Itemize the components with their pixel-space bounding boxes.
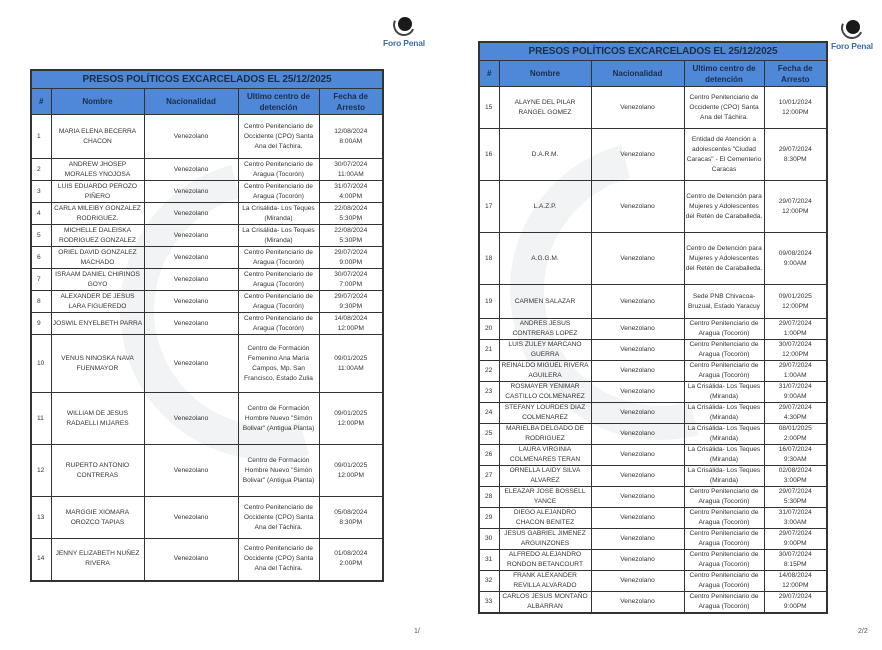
nationality: Venezolano xyxy=(591,129,684,181)
arrest-date xyxy=(319,247,383,269)
prisoner-name: REINALDO MIGUEL RIVERA AGUILERA xyxy=(499,361,591,382)
detention-center: Centro de Formación Femenino Ana María Campos, Mp. San Francisco, Estado Zulia xyxy=(238,335,319,393)
arrest-date-value: 14/08/2024 xyxy=(778,572,812,579)
table-row xyxy=(479,529,827,550)
table-row xyxy=(479,181,827,233)
detention-center: Centro Penitenciario de Aragua (Tocorón) xyxy=(238,291,319,313)
arrest-date xyxy=(764,466,827,487)
arrest-date-value: 31/07/2024 xyxy=(778,509,812,516)
arrest-date xyxy=(319,539,383,581)
arrest-date-value: 31/07/2024 xyxy=(334,182,368,190)
arrest-time-value: 12:00PM xyxy=(337,471,364,479)
foro-penal-logo-icon xyxy=(841,17,863,39)
prisoner-name: MARIA ELENA BECERRA CHACON xyxy=(51,115,144,159)
prisoner-name: ORIEL DAVID GONZALEZ MACHADO xyxy=(51,247,144,269)
nationality: Venezolano xyxy=(591,285,684,319)
table-row xyxy=(479,340,827,361)
table-row xyxy=(479,285,827,319)
arrest-time-value: 12:00PM xyxy=(782,302,809,310)
arrest-date xyxy=(764,361,827,382)
table-row xyxy=(31,181,383,203)
table-row xyxy=(479,445,827,466)
arrest-time-value: 1:00PM xyxy=(783,330,807,337)
detention-center: La Crisálida- Los Teques (Miranda) xyxy=(684,424,764,445)
arrest-date-value: 29/07/2024 xyxy=(778,488,812,495)
logo-text: Foro Penal xyxy=(831,41,873,51)
arrest-date xyxy=(764,592,827,614)
detention-center: Centro de Formación Hombre Nuevo "Simón Bolivar" (Antigua Planta) xyxy=(238,445,319,497)
foro-penal-logo-icon xyxy=(393,14,415,36)
arrest-date-value: 09/01/2025 xyxy=(334,409,368,417)
prisoner-name: CARLOS JESUS MONTAÑO ALBARRAN xyxy=(499,592,591,614)
nationality: Venezolano xyxy=(591,466,684,487)
row-number: 22 xyxy=(479,361,499,382)
row-number: 1 xyxy=(31,115,51,159)
arrest-date xyxy=(764,445,827,466)
row-number: 26 xyxy=(479,445,499,466)
arrest-date xyxy=(764,508,827,529)
row-number: 28 xyxy=(479,487,499,508)
arrest-date-value: 31/07/2024 xyxy=(778,383,812,390)
prisoner-name: STEFANY LOURDES DIAZ COLMENAREZ xyxy=(499,403,591,424)
arrest-date-value: 30/07/2024 xyxy=(778,551,812,558)
table-row xyxy=(479,361,827,382)
prisoner-name: ALAYNE DEL PILAR RANGEL GOMEZ xyxy=(499,87,591,129)
nationality: Venezolano xyxy=(591,592,684,614)
arrest-date xyxy=(764,233,827,285)
arrest-date xyxy=(319,445,383,497)
page-number: 2/2 xyxy=(858,628,868,635)
arrest-date-value: 29/07/2024 xyxy=(778,197,812,205)
prisoner-name: ISRAAM DANIEL CHIRINOS GOYO xyxy=(51,269,144,291)
document-page-2 xyxy=(450,0,873,650)
row-number: 30 xyxy=(479,529,499,550)
prisoners-table xyxy=(478,41,828,614)
column-header-centro: Ultimo centro de detención xyxy=(238,89,319,115)
row-number: 17 xyxy=(479,181,499,233)
arrest-date-value: 22/08/2024 xyxy=(334,226,368,234)
row-number: 31 xyxy=(479,550,499,571)
arrest-date xyxy=(764,129,827,181)
nationality: Venezolano xyxy=(144,335,238,393)
table-row xyxy=(31,115,383,159)
arrest-time-value: 4:00PM xyxy=(339,192,363,200)
table-row xyxy=(479,424,827,445)
detention-center: La Crisálida- Los Teques (Miranda) xyxy=(684,445,764,466)
table-title: PRESOS POLÍTICOS EXCARCELADOS EL 25/12/2025 xyxy=(479,42,827,61)
arrest-date-value: 29/07/2024 xyxy=(778,145,812,153)
table-row xyxy=(31,335,383,393)
arrest-time-value: 5:30PM xyxy=(783,498,807,505)
row-number: 27 xyxy=(479,466,499,487)
prisoner-name: RUPERTO ANTONIO CONTRERAS xyxy=(51,445,144,497)
row-number: 33 xyxy=(479,592,499,614)
arrest-time-value: 11:00AM xyxy=(337,364,364,372)
arrest-time-value: 12:00PM xyxy=(782,351,809,358)
arrest-time-value: 12:00PM xyxy=(782,582,809,589)
detention-center: Entidad de Atención a adolescentes "Ciudad Caracas" - El Cementerio Caracas xyxy=(684,129,764,181)
arrest-date xyxy=(319,335,383,393)
arrest-date xyxy=(764,319,827,340)
detention-center: Centro Penitenciario de Aragua (Tocorón) xyxy=(684,592,764,614)
arrest-date-value: 14/08/2024 xyxy=(334,314,368,322)
arrest-time-value: 9:00PM xyxy=(783,603,807,610)
arrest-date-value: 29/07/2024 xyxy=(778,362,812,369)
arrest-time-value: 8:30PM xyxy=(783,155,807,163)
table-row xyxy=(479,233,827,285)
nationality: Venezolano xyxy=(591,508,684,529)
arrest-time-value: 8:30PM xyxy=(339,518,363,526)
nationality: Venezolano xyxy=(591,340,684,361)
row-number: 25 xyxy=(479,424,499,445)
prisoner-name: L.A.Z.P. xyxy=(499,181,591,233)
prisoner-name: JOSWIL ENYELBETH PARRA xyxy=(51,313,144,335)
nationality: Venezolano xyxy=(144,445,238,497)
row-number: 20 xyxy=(479,319,499,340)
nationality: Venezolano xyxy=(144,115,238,159)
prisoner-name: ANDREW JHOSEP MORALES YNOJOSA xyxy=(51,159,144,181)
table-row xyxy=(479,466,827,487)
arrest-date-value: 09/01/2025 xyxy=(334,461,368,469)
arrest-date xyxy=(319,115,383,159)
table-row xyxy=(479,550,827,571)
arrest-date-value: 29/07/2024 xyxy=(778,404,812,411)
table-row xyxy=(479,403,827,424)
table-row xyxy=(31,203,383,225)
arrest-time-value: 5:30PM xyxy=(339,236,363,244)
arrest-date xyxy=(764,529,827,550)
row-number: 8 xyxy=(31,291,51,313)
arrest-time-value: 2:00PM xyxy=(783,435,807,442)
row-number: 11 xyxy=(31,393,51,445)
arrest-time-value: 9:00PM xyxy=(339,258,363,266)
nationality: Venezolano xyxy=(144,393,238,445)
prisoner-name: LAURA VIRGINIA COLMENARES TERAN xyxy=(499,445,591,466)
row-number: 21 xyxy=(479,340,499,361)
arrest-date-value: 09/08/2024 xyxy=(778,249,812,257)
row-number: 6 xyxy=(31,247,51,269)
nationality: Venezolano xyxy=(144,291,238,313)
table-row xyxy=(31,497,383,539)
arrest-time-value: 1:00AM xyxy=(783,372,807,379)
arrest-date xyxy=(764,87,827,129)
detention-center: Centro de Detención para Mujeres y Adolescentes del Retén de Caraballeda. xyxy=(684,233,764,285)
arrest-date xyxy=(764,181,827,233)
detention-center: Sede PNB Chivacoa- Bruzual, Estado Yaracuy xyxy=(684,285,764,319)
detention-center: Centro Penitenciario de Aragua (Tocorón) xyxy=(684,529,764,550)
arrest-date xyxy=(319,269,383,291)
table-row xyxy=(479,487,827,508)
arrest-time-value: 4:30PM xyxy=(783,414,807,421)
detention-center: Centro Penitenciario de Occidente (CPO) Santa Ana del Táchira. xyxy=(684,87,764,129)
arrest-date xyxy=(319,159,383,181)
arrest-date-value: 30/07/2024 xyxy=(778,341,812,348)
detention-center: Centro Penitenciario de Occidente (CPO) Santa Ana del Táchira. xyxy=(238,115,319,159)
detention-center: Centro Penitenciario de Aragua (Tocorón) xyxy=(684,340,764,361)
detention-center: Centro Penitenciario de Aragua (Tocorón) xyxy=(238,247,319,269)
arrest-time-value: 9:00PM xyxy=(783,540,807,547)
arrest-time-value: 8:15PM xyxy=(783,561,807,568)
row-number: 4 xyxy=(31,203,51,225)
arrest-time-value: 9:00AM xyxy=(783,393,807,400)
nationality: Venezolano xyxy=(144,203,238,225)
row-number: 16 xyxy=(479,129,499,181)
nationality: Venezolano xyxy=(144,225,238,247)
prisoner-name: ELEAZAR JOSE BOSSELL YANCE xyxy=(499,487,591,508)
detention-center: Centro de Detención para Mujeres y Adolescentes del Retén de Caraballeda. xyxy=(684,181,764,233)
arrest-date xyxy=(319,225,383,247)
nationality: Venezolano xyxy=(144,181,238,203)
row-number: 7 xyxy=(31,269,51,291)
column-header-nombre: Nombre xyxy=(51,89,144,115)
arrest-date xyxy=(319,497,383,539)
arrest-date xyxy=(764,340,827,361)
arrest-date-value: 09/01/2025 xyxy=(334,354,368,362)
nationality: Venezolano xyxy=(144,269,238,291)
nationality: Venezolano xyxy=(591,424,684,445)
prisoner-name: JENNY ELIZABETH NUÑEZ RIVERA xyxy=(51,539,144,581)
arrest-time-value: 11:00AM xyxy=(337,170,364,178)
table-body xyxy=(479,87,827,614)
arrest-date xyxy=(764,382,827,403)
row-number: 24 xyxy=(479,403,499,424)
nationality: Venezolano xyxy=(144,539,238,581)
arrest-date xyxy=(319,393,383,445)
foro-penal-logo xyxy=(822,17,882,51)
row-number: 3 xyxy=(31,181,51,203)
nationality: Venezolano xyxy=(591,181,684,233)
arrest-date xyxy=(319,291,383,313)
prisoner-name: LUIS ZULEY MARCANO GUERRA xyxy=(499,340,591,361)
table-body xyxy=(31,115,383,581)
arrest-date-value: 29/07/2024 xyxy=(334,292,368,300)
arrest-time-value: 9:00AM xyxy=(783,259,807,267)
nationality: Venezolano xyxy=(144,497,238,539)
column-header-nacionalidad: Nacionalidad xyxy=(144,89,238,115)
arrest-time-value: 3:00AM xyxy=(783,519,807,526)
prisoner-name: JESUS GABRIEL JIMENEZ ARGUINZONES xyxy=(499,529,591,550)
nationality: Venezolano xyxy=(591,445,684,466)
table-row xyxy=(479,571,827,592)
arrest-date-value: 02/08/2024 xyxy=(778,467,812,474)
arrest-date xyxy=(319,181,383,203)
row-number: 23 xyxy=(479,382,499,403)
arrest-time-value: 8:00AM xyxy=(339,137,363,145)
row-number: 29 xyxy=(479,508,499,529)
arrest-date-value: 09/01/2025 xyxy=(778,292,812,300)
prisoner-name: A.G.G.M. xyxy=(499,233,591,285)
logo-text: Foro Penal xyxy=(383,38,425,48)
prisoner-name: ALFREDO ALEJANDRO RONDON BETANCOURT xyxy=(499,550,591,571)
detention-center: La Crisálida- Los Teques (Miranda) xyxy=(238,225,319,247)
prisoner-name: LUIS EDUARDO PEROZO PIÑERO xyxy=(51,181,144,203)
arrest-date-value: 29/07/2024 xyxy=(778,530,812,537)
arrest-date-value: 10/01/2024 xyxy=(778,98,812,106)
detention-center: Centro Penitenciario de Aragua (Tocorón) xyxy=(238,313,319,335)
row-number: 19 xyxy=(479,285,499,319)
detention-center: Centro Penitenciario de Aragua (Tocorón) xyxy=(238,269,319,291)
arrest-date xyxy=(764,424,827,445)
detention-center: Centro Penitenciario de Aragua (Tocorón) xyxy=(684,487,764,508)
table-row xyxy=(479,508,827,529)
arrest-time-value: 9:30PM xyxy=(339,302,363,310)
arrest-date-value: 01/08/2024 xyxy=(334,550,368,558)
nationality: Venezolano xyxy=(591,550,684,571)
nationality: Venezolano xyxy=(591,403,684,424)
arrest-date-value: 29/07/2024 xyxy=(334,248,368,256)
page-number: 1/ xyxy=(414,628,420,635)
row-number: 9 xyxy=(31,313,51,335)
row-number: 2 xyxy=(31,159,51,181)
nationality: Venezolano xyxy=(591,87,684,129)
nationality: Venezolano xyxy=(144,159,238,181)
table-row xyxy=(31,247,383,269)
table-title: PRESOS POLÍTICOS EXCARCELADOS EL 25/12/2025 xyxy=(31,70,383,89)
row-number: 10 xyxy=(31,335,51,393)
arrest-date-value: 08/01/2025 xyxy=(778,425,812,432)
detention-center: La Crisálida- Los Teques (Miranda) xyxy=(684,466,764,487)
arrest-date xyxy=(319,313,383,335)
detention-center: Centro Penitenciario de Aragua (Tocorón) xyxy=(684,361,764,382)
arrest-time-value: 7:00PM xyxy=(339,280,363,288)
arrest-date-value: 29/07/2024 xyxy=(778,593,812,600)
arrest-time-value: 3:00PM xyxy=(783,477,807,484)
prisoner-name: MICHELLE DALEISKA RODRIGUEZ GONZALEZ xyxy=(51,225,144,247)
table-row xyxy=(479,382,827,403)
detention-center: La Crisálida- Los Teques (Miranda) xyxy=(684,403,764,424)
detention-center: Centro de Formación Hombre Nuevo "Simón Bolivar" (Antigua Planta) xyxy=(238,393,319,445)
nationality: Venezolano xyxy=(591,487,684,508)
row-number: 5 xyxy=(31,225,51,247)
row-number: 12 xyxy=(31,445,51,497)
detention-center: Centro Penitenciario de Aragua (Tocorón) xyxy=(238,181,319,203)
table-row xyxy=(31,269,383,291)
prisoner-name: ALEXANDER DE JESUS LARA FIGUEREDO xyxy=(51,291,144,313)
arrest-date xyxy=(764,285,827,319)
table-row xyxy=(479,592,827,614)
table-row xyxy=(479,319,827,340)
column-header-nombre: Nombre xyxy=(499,61,591,87)
arrest-time-value: 5:30PM xyxy=(339,214,363,222)
prisoner-name: ORNELLA LAIDY SILVA ALVAREZ xyxy=(499,466,591,487)
detention-center: Centro Penitenciario de Aragua (Tocorón) xyxy=(684,508,764,529)
arrest-date xyxy=(764,487,827,508)
arrest-time-value: 12:00PM xyxy=(337,419,364,427)
column-header-centro: Ultimo centro de detención xyxy=(684,61,764,87)
arrest-date-value: 05/08/2024 xyxy=(334,508,368,516)
row-number: 32 xyxy=(479,571,499,592)
prisoner-name: ANDRES JESUS CONTRERAS LOPEZ xyxy=(499,319,591,340)
detention-center: Centro Penitenciario de Occidente (CPO) Santa Ana del Táchira. xyxy=(238,539,319,581)
prisoner-name: ROSMAYER YENIMAR CASTILLO COLMENAREZ xyxy=(499,382,591,403)
nationality: Venezolano xyxy=(144,313,238,335)
nationality: Venezolano xyxy=(591,361,684,382)
prisoners-table xyxy=(30,69,384,582)
table-row xyxy=(31,393,383,445)
column-header-fecha: Fecha de Arresto xyxy=(764,61,827,87)
table-row xyxy=(31,225,383,247)
detention-center: Centro Penitenciario de Aragua (Tocorón) xyxy=(238,159,319,181)
column-header-number: # xyxy=(31,89,51,115)
arrest-date-value: 16/07/2024 xyxy=(778,446,812,453)
row-number: 18 xyxy=(479,233,499,285)
table-row xyxy=(31,539,383,581)
nationality: Venezolano xyxy=(591,382,684,403)
column-header-nacionalidad: Nacionalidad xyxy=(591,61,684,87)
foro-penal-logo xyxy=(374,14,434,48)
detention-center: Centro Penitenciario de Aragua (Tocorón) xyxy=(684,550,764,571)
prisoner-name: FRANK ALEXANDER REVILLA ALVARADO xyxy=(499,571,591,592)
prisoner-name: MARIELBA DELGADO DE RODRIGUEZ xyxy=(499,424,591,445)
row-number: 13 xyxy=(31,497,51,539)
arrest-date xyxy=(319,203,383,225)
prisoner-name: MARGGIE XIOMARA OROZCO TAPIAS xyxy=(51,497,144,539)
arrest-date xyxy=(764,571,827,592)
detention-center: La Crisálida- Los Teques (Miranda) xyxy=(684,382,764,403)
arrest-date xyxy=(764,403,827,424)
table-row xyxy=(479,129,827,181)
arrest-date-value: 12/08/2024 xyxy=(334,127,368,135)
column-header-fecha: Fecha de Arresto xyxy=(319,89,383,115)
table-row xyxy=(479,87,827,129)
table-row xyxy=(31,445,383,497)
detention-center: La Crisálida- Los Teques (Miranda) xyxy=(238,203,319,225)
detention-center: Centro Penitenciario de Aragua (Tocorón) xyxy=(684,571,764,592)
arrest-date-value: 22/08/2024 xyxy=(334,204,368,212)
detention-center: Centro Penitenciario de Occidente (CPO) Santa Ana del Táchira. xyxy=(238,497,319,539)
prisoner-name: D.A.R.M. xyxy=(499,129,591,181)
arrest-time-value: 12:00PM xyxy=(337,324,364,332)
nationality: Venezolano xyxy=(591,319,684,340)
arrest-date-value: 30/07/2024 xyxy=(334,270,368,278)
nationality: Venezolano xyxy=(591,233,684,285)
nationality: Venezolano xyxy=(144,247,238,269)
table-row xyxy=(31,291,383,313)
column-header-number: # xyxy=(479,61,499,87)
table-row xyxy=(31,159,383,181)
nationality: Venezolano xyxy=(591,529,684,550)
arrest-date-value: 29/07/2024 xyxy=(778,320,812,327)
arrest-date-value: 30/07/2024 xyxy=(334,160,368,168)
arrest-time-value: 9:30AM xyxy=(783,456,807,463)
nationality: Venezolano xyxy=(591,571,684,592)
prisoner-name: CARMEN SALAZAR xyxy=(499,285,591,319)
row-number: 14 xyxy=(31,539,51,581)
arrest-date xyxy=(764,550,827,571)
prisoner-name: VENUS NINOSKA NAVA FUENMAYOR xyxy=(51,335,144,393)
row-number: 15 xyxy=(479,87,499,129)
prisoner-name: WILLIAM DE JESUS RADAELLI MIJARES xyxy=(51,393,144,445)
prisoner-name: CARLA MILEIBY GONZALEZ RODRIGUEZ. xyxy=(51,203,144,225)
arrest-time-value: 12:00PM xyxy=(782,108,809,116)
table-row xyxy=(31,313,383,335)
prisoner-name: DIEGO ALEJANDRO CHACON BENITEZ xyxy=(499,508,591,529)
arrest-time-value: 2:00PM xyxy=(339,560,363,568)
arrest-time-value: 12:00PM xyxy=(782,207,809,215)
detention-center: Centro Penitenciario de Aragua (Tocorón) xyxy=(684,319,764,340)
